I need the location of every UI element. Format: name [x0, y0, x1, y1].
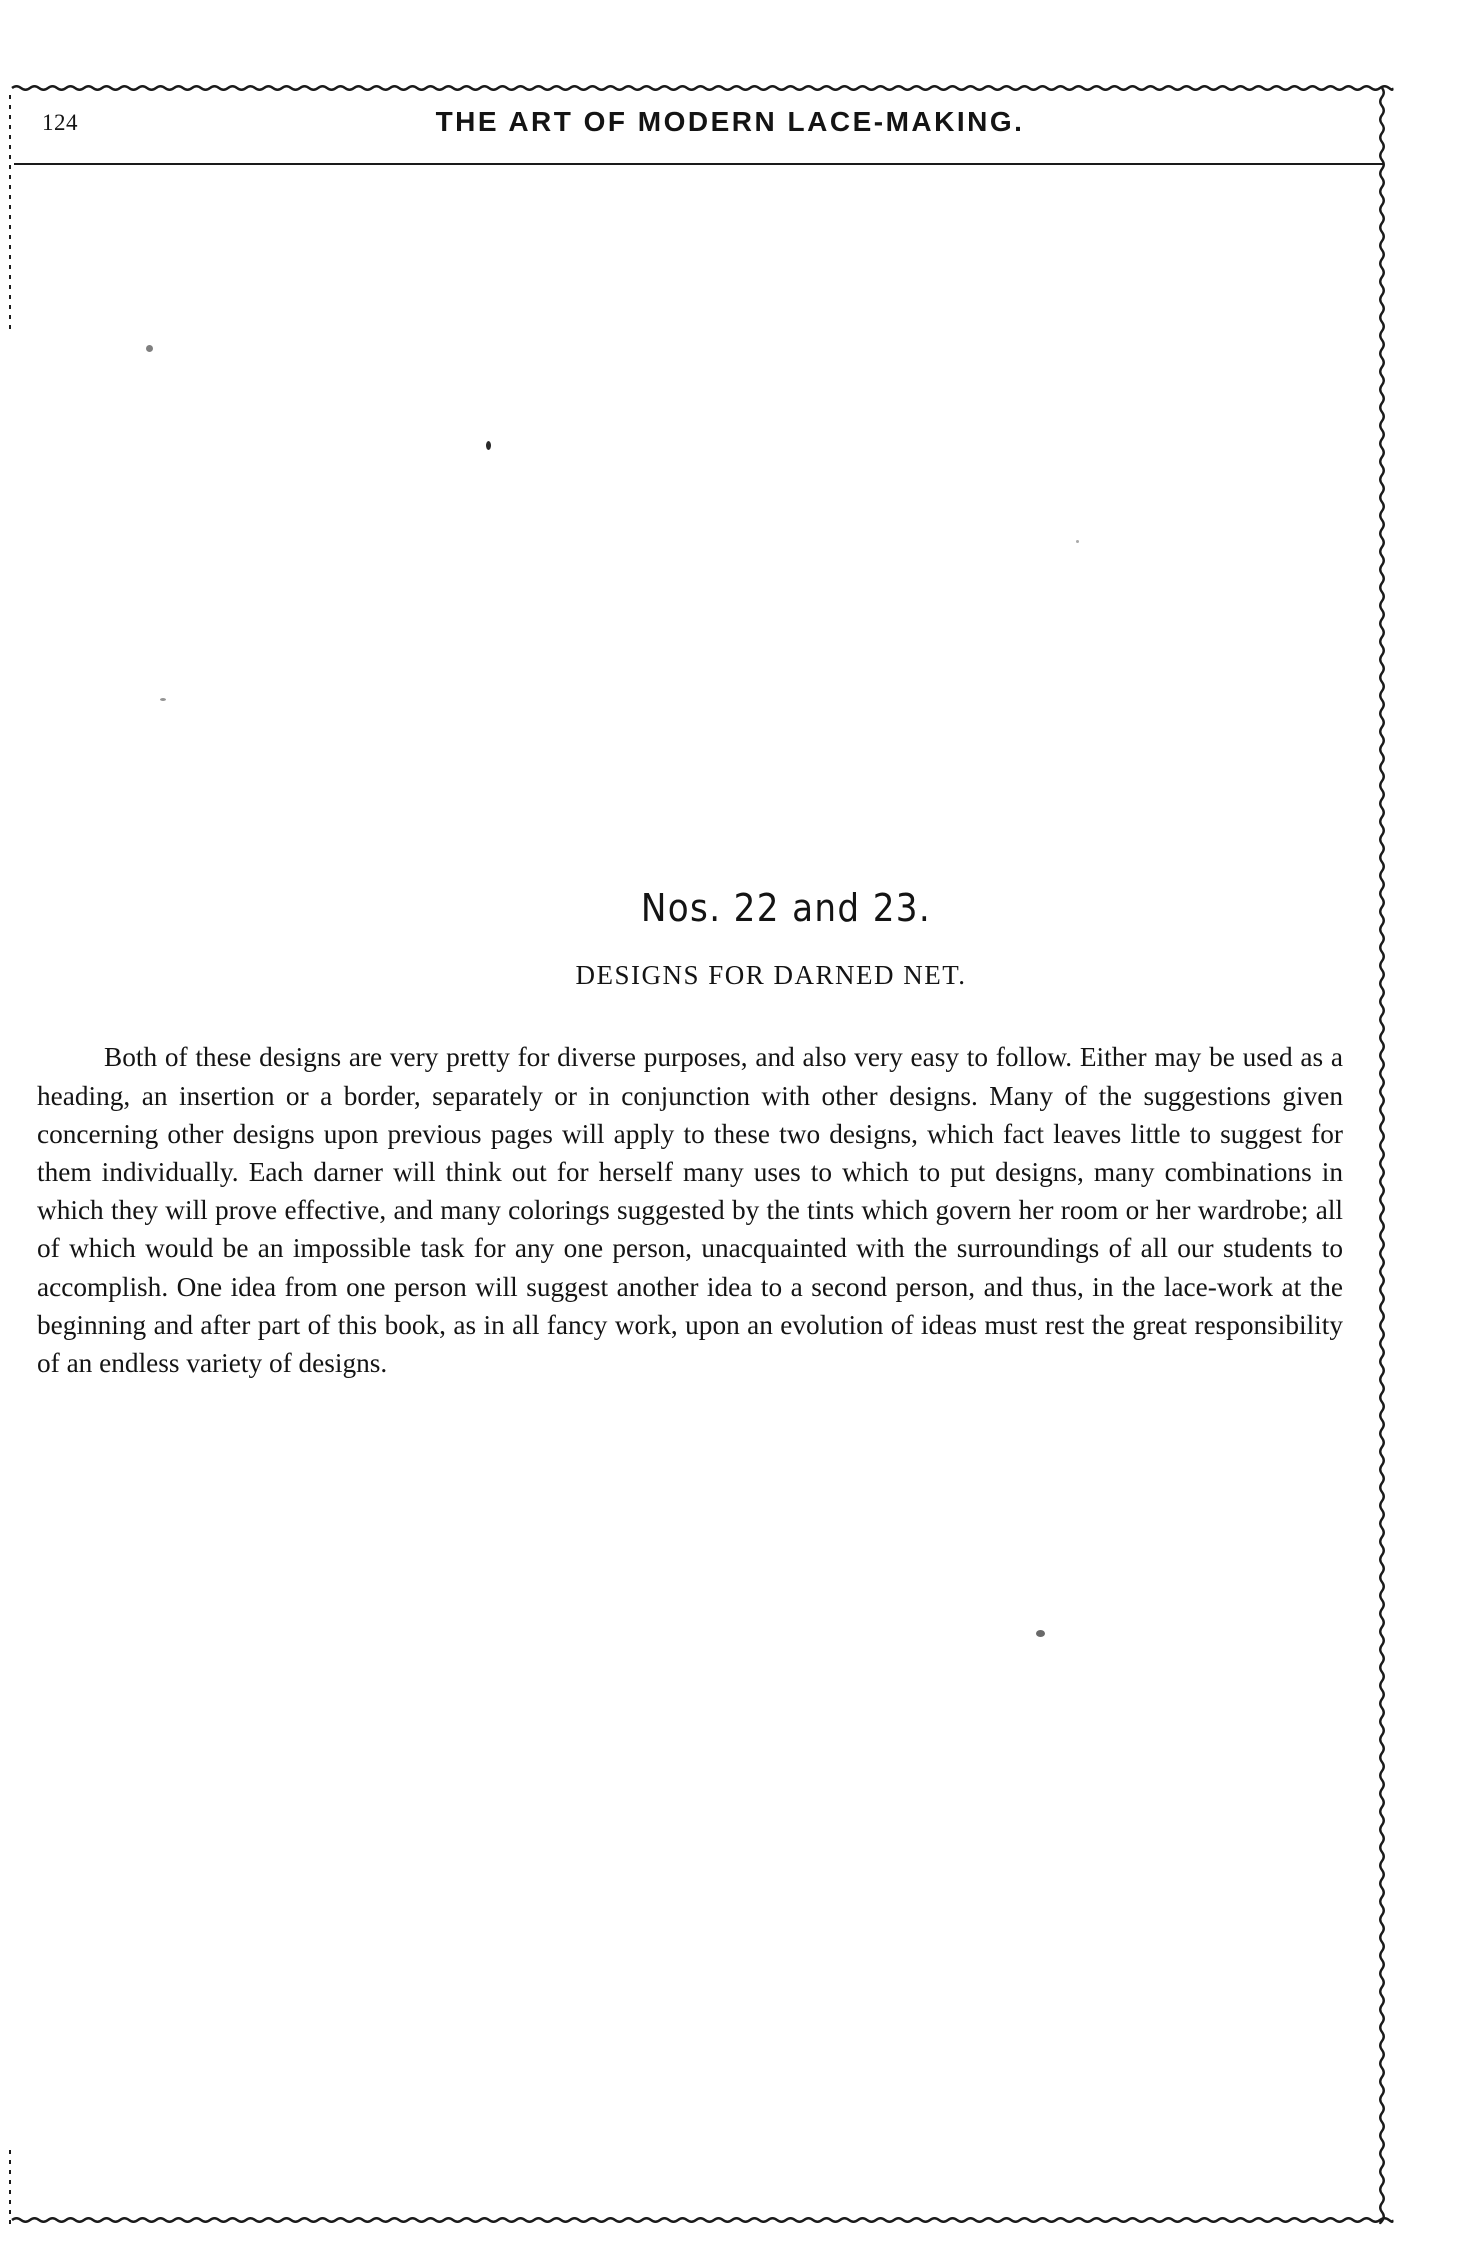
- print-speck: [486, 441, 491, 450]
- running-title: THE ART OF MODERN LACE-MAKING.: [435, 106, 1025, 137]
- section-title-text: Nos. 22 and 23.: [640, 886, 932, 930]
- print-speck: [160, 698, 166, 701]
- print-speck: [1076, 540, 1079, 543]
- print-speck: [146, 345, 153, 352]
- page-number: 124: [42, 110, 78, 135]
- header-rule: [14, 163, 1384, 165]
- print-speck: [1036, 1630, 1045, 1637]
- section-subtitle: [0, 960, 1462, 991]
- section-subtitle-text: DESIGNS FOR DARNED NET.: [575, 960, 967, 990]
- section-title: [79, 886, 1395, 930]
- body-paragraph: Both of these designs are very pretty for diverse purposes, and also very easy to follow. Either may be used as a heading, an insertion or a border, separately or in conjunction with other designs. Many of the suggestions given concerning other designs upon previous pages will apply to these two designs, which fact leaves little to suggest for them individually. Each darner will think out for herself many uses to which to put designs, many combinations in which they will prove effective, and many colorings suggested by the tints which govern her room or her wardrobe; all of which would be an impossible task for any one person, unacquainted with the surroundings of all our students to accomplish. One idea from one person will suggest another idea to a second person, and thus, in the lace-work at the beginning and after part of this book, as in all fancy work, upon an evolution of ideas must rest the great responsibility of an endless variety of designs.: [37, 1042, 1343, 1378]
